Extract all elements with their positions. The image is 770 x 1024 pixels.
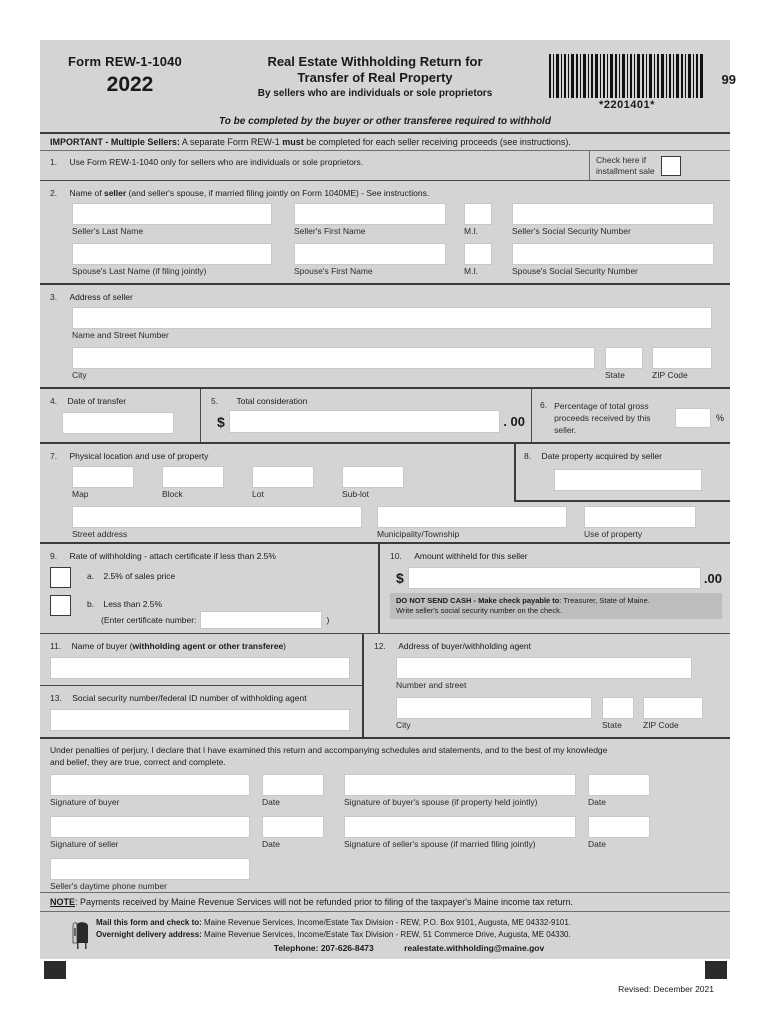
contact-line [96,940,722,955]
perjury-line2: and belief, they are true, correct and complete. [50,757,226,767]
spouse-mi-cell [464,243,492,277]
form-title-line2: Transfer of Real Property [297,70,453,85]
seller-city-label: City [72,370,87,380]
line-12-number: 12. [374,641,386,651]
total-consideration-row [211,408,525,433]
overnight-bold: Overnight delivery address: [96,929,202,939]
spouse-ssn-label: Spouse's Social Security Number [512,266,638,276]
form-year: 2022 [106,73,154,96]
seller-spouse-signature-input[interactable] [344,816,576,838]
use-of-property-cell [584,506,696,540]
form-identity-block [68,50,218,97]
buyer-city-cell [396,697,592,731]
form-title-block [218,50,532,99]
line-1-number: 1. [50,157,58,167]
cash-band-line1 [396,596,717,606]
buyer-street-input[interactable] [396,657,692,679]
option-a-text-block [71,567,175,582]
line-13-heading: Social security number/federal ID number of withholding agent [72,693,307,703]
spouse-last-name-label: Spouse's Last Name (if filing jointly) [72,266,207,276]
seller-date-label: Date [262,839,280,849]
line-13-number: 13. [50,693,62,703]
line-6-content [540,393,724,436]
block-input[interactable] [162,466,224,488]
seller-date-cell [262,816,324,850]
registration-mark-bottom-left [44,961,66,979]
line-12-heading: Address of buyer/withholding agent [398,641,531,651]
line-4-heading-row [50,393,192,408]
seller-ssn-input[interactable] [512,203,714,225]
mailbox-icon-glyph [70,918,92,950]
buyer-city-state-zip-row [396,691,720,731]
spouse-name-row [72,237,720,277]
option-a-letter: a. [87,571,95,581]
perjury-statement [40,739,730,770]
line-9-10-row [40,542,730,634]
seller-date-input[interactable] [262,816,324,838]
spouse-first-name-cell [294,243,446,277]
line-10-section [380,544,730,633]
sublot-input[interactable] [342,466,404,488]
cash-band-line2: Write seller's social security number on the check. [396,606,562,615]
seller-spouse-signature-cell [344,816,576,850]
seller-first-name-label: Seller's First Name [294,226,366,236]
cash-bold-1: DO NOT SEND CASH - [396,596,479,605]
overnight-text: Maine Revenue Services, Income/Estate Tax Division - REW, 51 Commerce Drive, Augusta, ME 04330. [201,929,571,939]
line-6-label [547,400,675,436]
line-10-heading: Amount withheld for this seller [414,551,528,561]
buyer-spouse-date-input[interactable] [588,774,650,796]
line-9-heading: Rate of withholding - attach certificate if less than 2.5% [69,551,276,561]
line-8-heading-row [524,448,722,463]
line-7-section [40,444,514,502]
property-street-input[interactable] [72,506,362,528]
line-12-heading-row [374,638,720,653]
registration-mark-bottom-right [705,961,727,979]
line-10-heading-row [390,548,722,563]
line-1-row [40,151,730,181]
note-banner [40,892,730,912]
line-7-8-row [40,444,730,502]
sublot-cell [342,466,404,500]
cents-line-5: . 00 [503,414,525,429]
lot-cell [252,466,314,500]
municipality-label: Municipality/Township [377,529,460,539]
line-10-number: 10. [390,551,402,561]
line-11-heading-a: Name of buyer ( [71,641,133,651]
seller-mi-input[interactable] [464,203,492,225]
note-text: : Payments received by Maine Revenue Services will not be refunded prior to filing of the taxpayer's Maine income tax return. [75,897,573,907]
signature-row-buyer [40,770,730,808]
date-acquired-input[interactable] [554,469,702,491]
buyer-city-input[interactable] [396,697,592,719]
line-6-number: 6. [540,400,548,410]
form-subtitle: By sellers who are individuals or sole proprietors [257,88,493,99]
seller-zip-input[interactable] [652,347,712,369]
mailing-text-block [96,917,722,955]
sublot-label: Sub-lot [342,489,369,499]
line-2-heading-b: (and seller's spouse, if married filing jointly on Form 1040ME) - See instructions. [126,188,430,198]
map-block-lot-row [50,463,506,500]
line-6-section [532,389,730,442]
form-title-line1: Real Estate Withholding Return for [267,54,483,69]
installment-sale-checkbox[interactable] [661,156,681,176]
completed-by-note: To be completed by the buyer or other transferee required to withhold [219,116,551,127]
dollar-sign-line-10: $ [396,570,404,586]
line-5-label: Total consideration [236,396,308,406]
important-banner [40,132,730,151]
line-9-heading-row [50,548,372,563]
line-3-section [40,285,730,387]
seller-spouse-date-input[interactable] [588,816,650,838]
seller-ssn-cell [512,203,714,237]
buyer-zip-cell [643,697,703,731]
line-5-number: 5. [211,396,219,406]
line-8-label: Date property acquired by seller [541,451,662,461]
line-7-heading: Physical location and use of property [69,451,209,461]
mailing-instructions [40,912,730,959]
note-bold: NOTE [50,897,76,907]
line-2-heading [50,185,720,200]
seller-state-input[interactable] [605,347,643,369]
line-5-heading-row [211,393,525,408]
line-11-number: 11. [50,641,62,651]
option-b-text: Less than 2.5% [103,599,163,609]
line-9-number: 9. [50,551,58,561]
seller-street-input[interactable] [72,307,712,329]
seller-state-cell [605,347,643,381]
installment-sale-block [589,151,730,180]
use-of-property-input[interactable] [584,506,696,528]
dollar-sign-line-5: $ [217,413,225,430]
map-input[interactable] [72,466,134,488]
seller-state-label: State [605,370,625,380]
line-3-heading: Address of seller [69,292,133,302]
barcode-number: *2201401* [599,99,655,111]
overnight-line [96,929,722,941]
buyer-date-cell [262,774,324,808]
municipality-cell [377,506,567,540]
line-1-text: Use Form REW-1-1040 only for sellers who are individuals or sole proprietors. [69,157,364,167]
rate-option-b-checkbox[interactable] [50,595,71,616]
date-of-transfer-input[interactable] [62,412,174,434]
cash-bold-2: Make check payable to [478,596,560,605]
line-11-heading-b: ) [283,641,287,651]
seller-phone-input[interactable] [50,858,250,880]
line-2-section [40,181,730,283]
line-12-section [364,634,730,737]
cash-rest: : Treasurer, State of Maine. [559,596,650,605]
seller-signature-cell [50,816,250,850]
seller-first-name-input[interactable] [294,203,446,225]
lot-label: Lot [252,489,264,499]
total-consideration-input[interactable] [229,410,501,433]
municipality-input[interactable] [377,506,567,528]
map-cell [72,466,134,500]
seller-spouse-date-label: Date [588,839,606,849]
seller-last-name-input[interactable] [72,203,272,225]
line-3-fields [50,304,720,381]
line-13-section [40,686,362,737]
line-8-number: 8. [524,451,532,461]
property-street-label: Street address [72,529,128,539]
mail-bold: Mail this form and check to: [96,918,202,927]
buyer-signature-cell [50,774,250,808]
buyer-spouse-signature-label: Signature of buyer's spouse (if property held jointly) [344,797,538,807]
buyer-street-label: Number and street [396,680,467,690]
spouse-ssn-input[interactable] [512,243,714,265]
line-8-section [514,444,730,502]
spouse-last-name-cell [72,243,272,277]
property-address-row [40,502,730,542]
important-text-a: A separate Form REW-1 [179,137,283,147]
installment-label-line1: Check here if [596,155,647,165]
line-3-number: 3. [50,292,58,302]
map-label: Map [72,489,89,499]
line-6-label-line2: proceeds received by this seller. [554,413,651,435]
buyer-date-label: Date [262,797,280,807]
seller-first-name-cell [294,203,446,237]
block-cell [162,466,224,500]
line-6-label-line1: Percentage of total gross [554,401,649,411]
buyer-state-label: State [602,720,622,730]
buyer-state-input[interactable] [602,697,634,719]
seller-city-cell [72,347,595,381]
installment-sale-label [596,154,655,177]
line-4-5-6-row [40,387,730,444]
seller-last-name-cell [72,203,272,237]
amount-withheld-row [390,563,722,593]
buyer-zip-label: ZIP Code [643,720,679,730]
seller-city-state-zip-row [72,341,720,381]
certificate-number-input[interactable] [200,611,322,629]
spouse-mi-label: M.I. [464,266,479,276]
seller-ssn-label: Seller's Social Security Number [512,226,631,236]
buyer-spouse-date-label: Date [588,797,606,807]
amount-withheld-input[interactable] [408,567,701,589]
seller-signature-input[interactable] [50,816,250,838]
rate-option-a-checkbox[interactable] [50,567,71,588]
buyer-signature-input[interactable] [50,774,250,796]
revised-date-row [40,980,730,994]
line-4-section [40,389,201,442]
telephone-number[interactable]: Telephone: 207-626-8473 [273,943,374,953]
buyer-zip-input[interactable] [643,697,703,719]
tax-form-page [40,40,736,959]
spouse-ssn-cell [512,243,714,277]
percentage-input[interactable] [675,408,711,428]
form-corner-code: 99 [721,72,736,87]
buyer-spouse-signature-input[interactable] [344,774,576,796]
spouse-last-name-input[interactable] [72,243,272,265]
percent-symbol: % [715,413,724,423]
buyer-name-input[interactable] [50,657,350,679]
line-11-heading-row [50,638,352,653]
line-7-heading-row [50,448,506,463]
seller-spouse-signature-label: Signature of seller's spouse (if married filing jointly) [344,839,536,849]
seller-zip-label: ZIP Code [652,370,688,380]
seller-spouse-date-cell [588,816,650,850]
important-prefix: IMPORTANT - Multiple Sellers: [50,137,180,147]
line-11-heading-bold: withholding agent or other transferee [132,641,284,651]
withholding-agent-id-input[interactable] [50,709,350,731]
line-2-heading-a: Name of [69,188,104,198]
certificate-paren-close: ) [326,615,330,625]
certificate-prompt: (Enter certificate number: [101,615,197,625]
seller-name-row [72,200,720,237]
option-a-row [50,563,372,588]
line-11-12-13-row [40,634,730,739]
line-2-fields [50,200,720,277]
important-must: must [282,137,304,147]
seller-signature-label: Signature of seller [50,839,119,849]
seller-phone-label: Seller's daytime phone number [50,881,167,891]
option-b-letter: b. [87,599,95,609]
line-11-section [40,634,362,686]
barcode-icon [547,54,707,98]
seller-street-cell [72,304,720,341]
seller-city-input[interactable] [72,347,595,369]
buyer-left-column [40,634,364,737]
buyer-state-cell [602,697,634,731]
mail-text: Maine Revenue Services, Income/Estate Tax Division - REW, P.O. Box 9101, Augusta, ME 04332-9101. [201,918,572,927]
revised-date: Revised: December 2021 [618,984,714,994]
line-4-number: 4. [50,396,58,406]
perjury-line1: Under penalties of perjury, I declare that I have examined this return and accompanying schedules and statements, and to the best of my knowledge [50,745,608,755]
certificate-row [87,610,372,629]
spouse-first-name-input[interactable] [294,243,446,265]
property-street-cell [72,506,362,540]
use-of-property-label: Use of property [584,529,643,539]
option-b-text-block [71,595,372,629]
line-4-label: Date of transfer [67,396,127,406]
spouse-first-name-label: Spouse's First Name [294,266,373,276]
mailbox-icon [70,917,96,955]
do-not-send-cash-band [390,593,722,619]
line-2-number: 2. [50,188,58,198]
buyer-city-label: City [396,720,411,730]
seller-zip-cell [652,347,712,381]
barcode-block [532,50,736,111]
buyer-signature-label: Signature of buyer [50,797,120,807]
spouse-mi-input[interactable] [464,243,492,265]
important-text-b: be completed for each seller receiving proceeds (see instructions). [303,137,571,147]
contact-email[interactable]: realestate.withholding@maine.gov [404,943,545,953]
seller-street-label: Name and Street Number [72,330,169,340]
mail-line [96,917,722,929]
line-1-text-block [40,151,589,180]
buyer-spouse-signature-cell [344,774,576,808]
seller-mi-label: M.I. [464,226,479,236]
block-label: Block [162,489,183,499]
cents-line-10: .00 [703,570,722,586]
phone-row [40,850,730,892]
option-a-text: 2.5% of sales price [103,571,176,581]
line-9-section [40,544,380,633]
buyer-street-cell [396,653,720,691]
line-5-section [201,389,532,442]
installment-label-line2: installment sale [596,166,655,176]
seller-mi-cell [464,203,492,237]
form-header [40,40,736,113]
line-2-heading-bold: seller [103,188,127,198]
line-7-number: 7. [50,451,58,461]
option-b-row [50,588,372,629]
buyer-date-input[interactable] [262,774,324,796]
line-13-heading-row [50,690,352,705]
buyer-address-fields [374,653,720,731]
lot-input[interactable] [252,466,314,488]
signature-row-seller [40,808,730,850]
seller-last-name-label: Seller's Last Name [72,226,144,236]
buyer-spouse-date-cell [588,774,650,808]
line-3-heading-row [50,289,720,304]
form-number: Form REW-1-1040 [68,54,182,69]
option-b-line1 [87,598,372,610]
